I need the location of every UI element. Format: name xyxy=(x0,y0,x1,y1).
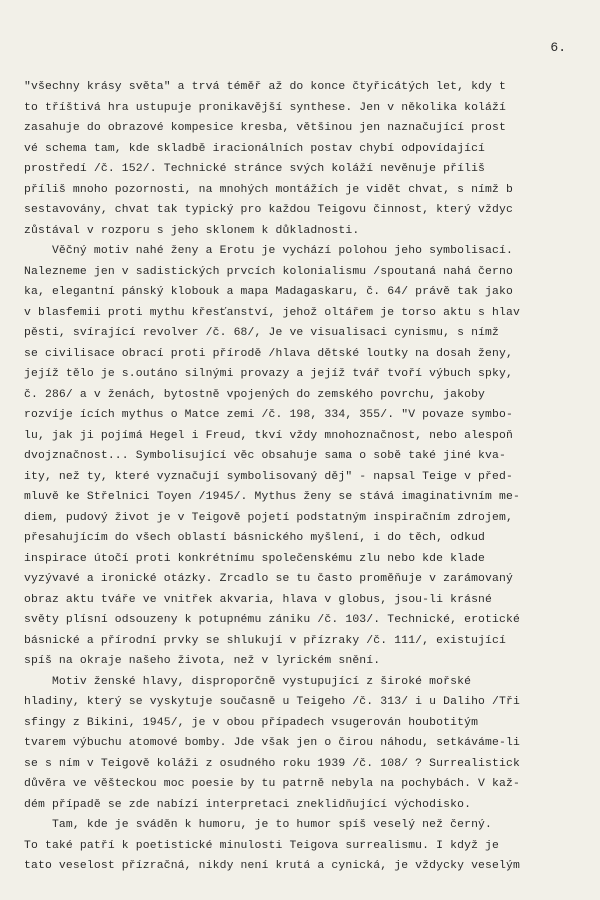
text-line: zůstával v rozporu s jeho sklonem k důkladnosti. xyxy=(24,224,360,237)
text-line: dém případě se zde nabízí interpretaci zneklidňující východisko. xyxy=(24,798,472,811)
text-line: To také patří k poetistické minulosti Teigova surrealismu. I když je xyxy=(24,839,500,852)
text-line: to tříštivá hra ustupuje pronikavější synthese. Jen v několika koláží xyxy=(24,101,506,114)
text-line: prostředí /č. 152/. Technické stránce svých koláží nevěnuje příliš xyxy=(24,163,486,175)
text-line: se civilisace obrací proti přírodě /hlava dětské loutky na dosah ženy, xyxy=(24,347,513,360)
text-line: sestavovány, chvat tak typický pro každou Teigovu činnost, který vždyc xyxy=(24,204,513,216)
text-line: vyzývavé a ironické otázky. Zrcadlo se tu často proměňuje v zarámovaný xyxy=(24,573,513,585)
page-number: 6. xyxy=(550,40,566,55)
text-line: zasahuje do obrazové kompesice kresba, většinou jen naznačující prost xyxy=(24,122,506,134)
text-line: tato veselost přízračná, nikdy není krutá a cynická, je vždycky veselým xyxy=(24,860,520,872)
text-line: Tam, kde je sváděn k humoru, je to humor spíš veselý než černý. xyxy=(24,819,493,831)
text-line: tvarem výbuchu atomové bomby. Jde však jen o čirou náhodu, setkáváme-li xyxy=(24,737,520,749)
text-line: v blasfemii proti mythu křesťanství, jehož oltářem je torso aktu s hlav xyxy=(24,306,520,319)
body-text xyxy=(24,77,600,877)
text-line: světy plísní odsouzeny k potupnému zániku /č. 103/. Technické, erotické xyxy=(24,614,520,626)
text-line: přesahujícím do všech oblastí básnického myšlení, i do těch, odkud xyxy=(24,532,486,544)
text-line: lu, jak ji pojímá Hegel i Freud, tkví vždy mnohoznačnost, nebo alespoň xyxy=(24,429,513,442)
text-line: rozvíje ících mythus o Matce zemi /č. 198, 334, 355/. "V povaze symbo- xyxy=(24,409,513,421)
text-line: se s ním v Teigově koláži z osudného roku 1939 /č. 108/ ? Surrealistick xyxy=(24,757,520,770)
text-line: mluvě ke Střelnici Toyen /1945/. Mythus ženy se stává imaginativním me- xyxy=(24,491,520,503)
text-line: dvojznačnost... Symbolisující věc obsahuje sama o sobě také jiné kva- xyxy=(24,450,506,462)
text-line: Věčný motiv nahé ženy a Erotu je vychází polohou jeho symbolisací. xyxy=(24,245,513,257)
text-line: diem, pudový život je v Teigově pojetí podstatným inspiračním zdrojem, xyxy=(24,511,513,524)
text-line: ity, než ty, které vyznačují symbolisovaný děj" - napsal Teige v před- xyxy=(24,470,513,483)
text-line: jejíž tělo je s.outáno silnými provazy a jejíž tvář tvoří výbuch spky, xyxy=(24,368,513,380)
text-line: sfingy z Bikini, 1945/, je v obou případech vsugerován houbotitým xyxy=(24,716,479,729)
text-line: Nalezneme jen v sadistických prvcích kolonialismu /spoutaná nahá černo xyxy=(24,265,513,278)
text-line: spíš na okraje našeho života, než v lyrickém snění. xyxy=(24,655,381,667)
text-line: vé schema tam, kde skladbě iracionálních postav chybí odpovídající xyxy=(24,142,486,155)
text-line: básnické a přírodní prvky se shlukují v přízraky /č. 111/, existující xyxy=(24,634,506,647)
text-line: č. 286/ a v ženách, bytostně vpojených do zemského povrchu, jakoby xyxy=(24,388,486,401)
text-line: inspirace útočí proti konkrétnímu společenskému zlu nebo kde klade xyxy=(24,552,486,565)
text-line: "všechny krásy světa" a trvá téměř až do konce čtyřicátých let, kdy t xyxy=(24,81,506,93)
text-line: ka, elegantní pánský klobouk a mapa Madagaskaru, č. 64/ právě tak jako xyxy=(24,286,513,298)
text-line: Motiv ženské hlavy, disproporčně vystupující z široké mořské xyxy=(24,675,472,688)
text-line: pěsti, svírající revolver /č. 68/, Je ve visualisaci cynismu, s nímž xyxy=(24,327,500,339)
text-line: příliš mnoho pozornosti, na mnohých montážích je vidět chvat, s nímž b xyxy=(24,183,513,196)
text-line: hladiny, který se vyskytuje současně u Teigeho /č. 313/ i u Daliho /Tři xyxy=(24,696,520,708)
text-line: obraz aktu tváře ve vnitřek akvaria, hlava v globus, jsou-li krásné xyxy=(24,593,493,606)
text-line: důvěra ve věšteckou moc poesie by tu patrně nebyla na pochybách. V kaž- xyxy=(24,778,520,790)
